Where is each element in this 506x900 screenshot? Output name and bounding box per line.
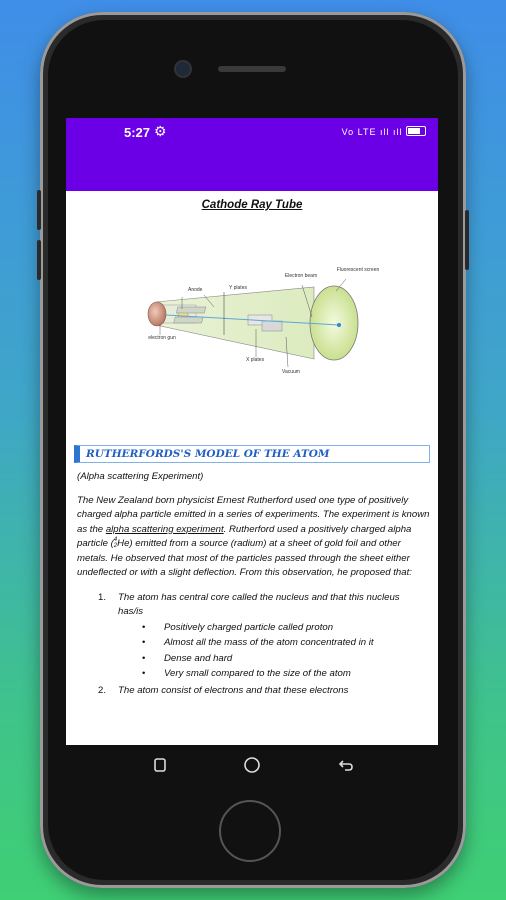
status-indicators xyxy=(342,126,426,137)
battery-icon xyxy=(406,126,426,136)
gear-icon: ⚙ xyxy=(154,123,167,139)
list-number: 2. xyxy=(98,684,107,696)
crt-illustration xyxy=(74,217,430,437)
subheading: (Alpha scattering Experiment) xyxy=(77,471,204,482)
power-button xyxy=(465,210,469,270)
x-plates-label: X plates xyxy=(246,357,265,363)
anode-label: Anode xyxy=(188,287,203,293)
list-item-text: The atom consist of electrons and that these electrons xyxy=(118,684,349,696)
back-icon[interactable] xyxy=(332,753,360,777)
home-icon[interactable] xyxy=(238,753,266,777)
app-bar xyxy=(66,148,438,191)
atomic-number: 2 xyxy=(113,543,118,550)
alpha-scattering-term: alpha scattering experiment xyxy=(105,523,224,535)
list-item xyxy=(74,684,430,699)
bullet-item: • Almost all the mass of the atom concentrated in it xyxy=(118,636,424,651)
paragraph-part: ) emitted from a source (radium) at a sheet of gold foil and other metals. He observed that most of the particles passed through the sheet either undeflected or with a slight deflection. From this observation, he proposed that: xyxy=(77,538,412,578)
fluorescent-screen-label: Fluorescent screen xyxy=(336,267,380,273)
proposals-list xyxy=(74,591,430,699)
bullet-item: • Positively charged particle called proton xyxy=(118,621,424,636)
paragraph-part: The New Zealand born physicist Ernest Rutherford used one type of positively charged alpha particle emitted in a series of experiments. The experiment is known as the xyxy=(77,494,430,535)
electron-beam-label: Electron beam xyxy=(284,273,318,279)
paragraph-part: . Rutherford used a positively charged alpha particle ( xyxy=(77,523,412,549)
front-camera xyxy=(176,62,190,76)
cathode-ray-tube-diagram xyxy=(74,217,430,437)
signal-indicators: Vo LTE ıll ıll xyxy=(341,127,403,137)
vacuum-label: Vacuum xyxy=(282,369,300,375)
mass-number: 4 xyxy=(113,537,118,544)
body-paragraph xyxy=(77,494,430,581)
bullet-list xyxy=(118,621,424,682)
y-plates-label: Y plates xyxy=(229,285,247,291)
navigation-bar xyxy=(66,745,438,785)
list-item-text: The atom has central core called the nucleus and that this nucleus has/is xyxy=(118,591,400,617)
element-symbol: He xyxy=(117,538,130,549)
status-bar xyxy=(66,118,438,148)
recents-icon[interactable] xyxy=(146,753,174,777)
volume-button xyxy=(37,190,41,230)
electron-gun-label: electron gun xyxy=(148,335,176,341)
volume-button-lower xyxy=(37,240,41,280)
earpiece-speaker xyxy=(218,66,286,72)
list-number: 1. xyxy=(98,591,107,603)
status-time: 5:27 xyxy=(124,125,151,140)
screen xyxy=(66,118,438,745)
bullet-item: • Very small compared to the size of the atom xyxy=(118,667,424,682)
document-title: Cathode Ray Tube xyxy=(201,199,303,211)
bullet-item: • Dense and hard xyxy=(118,652,424,667)
document-content[interactable] xyxy=(66,191,438,698)
section-heading: RUTHERFORDS'S MODEL OF THE ATOM xyxy=(74,445,430,463)
list-item xyxy=(74,591,430,682)
hardware-home-button[interactable] xyxy=(219,800,281,862)
